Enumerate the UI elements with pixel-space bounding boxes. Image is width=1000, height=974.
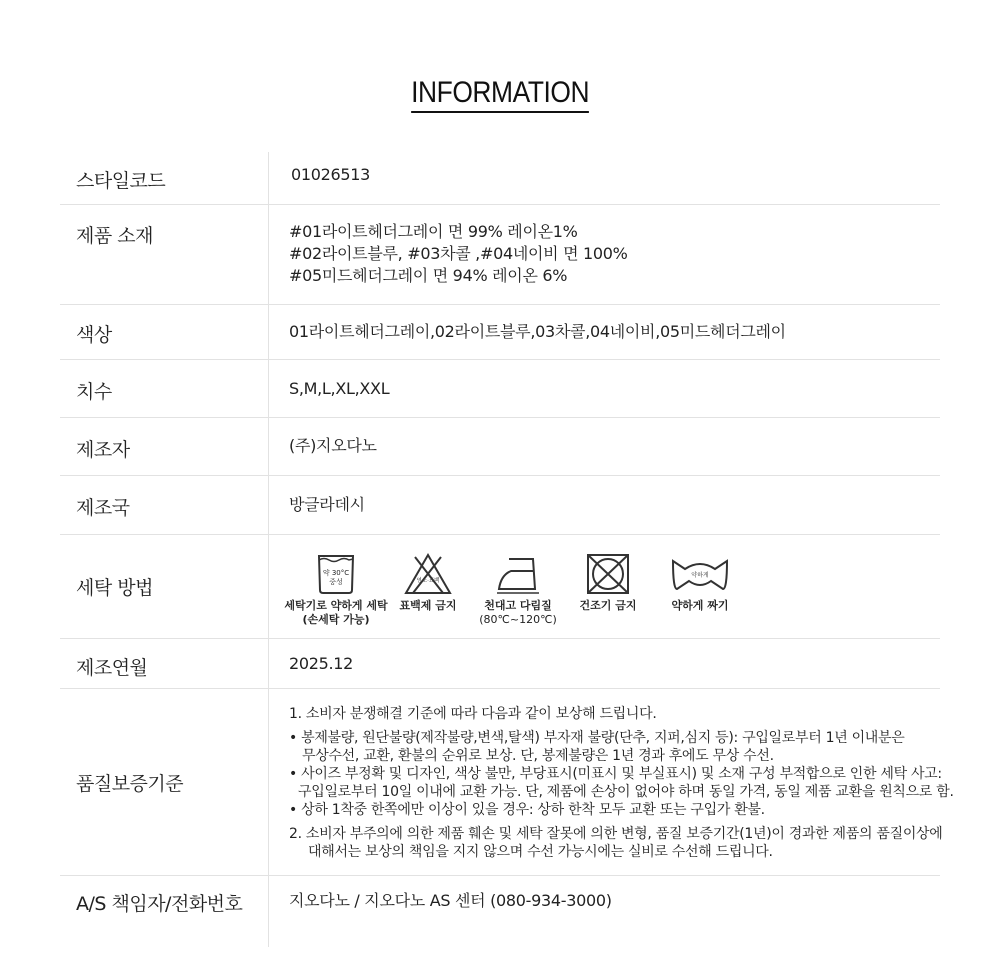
gentle-wash-icon [316,553,356,595]
iron-item [476,553,560,627]
gentle-wring-icon [669,553,731,595]
no-tumble-dry-item [572,553,644,613]
gentle-wash-subcaption: (손세탁 가능) [302,613,370,626]
quality-line-3: 무상수선, 교환, 환불의 순위로 보상. 단, 봉제불량은 1년 경과 후에도 무상 수선. [302,748,774,764]
iron-icon [495,553,541,595]
row-label: 제조자 [76,439,130,461]
material-line-1: #01라이트헤더그레이 면 99% 레이온1% [289,222,578,241]
row-label: 스타일코드 [76,170,166,192]
row-quality [60,689,954,876]
row-as [60,876,940,947]
iron-subcaption: (80℃~120℃) [479,613,557,626]
row-label: 치수 [76,381,112,403]
gentle-wash-caption: 세탁기로 약하게 세탁 [284,599,388,612]
no-tumble-dry-caption: 건조기 금지 [579,599,637,612]
iron-caption: 천대고 다림질 [484,599,552,612]
no-bleach-caption: 표백제 금지 [399,599,457,612]
row-material [60,205,940,305]
row-date [60,639,940,689]
no-bleach-icon [403,553,453,595]
gentle-wring-caption: 약하게 짜기 [671,599,729,612]
gentle-wash-item [284,553,388,627]
material-line-3: #05미드헤더그레이 면 94% 레이온 6% [289,266,568,285]
row-washing [60,535,940,639]
tub-detergent: 중성 [329,578,343,586]
quality-line-4: • 사이즈 부정확 및 디자인, 색상 불만, 부당표시(미표시 및 부실표시) 및 소재 구성 부적합으로 인한 세탁 사고: [289,766,942,782]
wring-text: 약하게 [691,572,709,579]
row-value: S,M,L,XL,XXL [289,379,390,398]
row-value: 지오다노 / 지오다노 AS 센터 (080-934-3000) [289,891,612,910]
quality-line-7: 2. 소비자 부주의에 의한 제품 훼손 및 세탁 잘못에 의한 변형, 품질 보증기간(1년)이 경과한 제품의 품질이상에 [289,826,943,842]
row-value: 2025.12 [289,654,354,673]
row-label: 색상 [76,324,112,346]
row-country [60,476,940,535]
gentle-wring-item [660,553,740,613]
quality-line-5: 구입일로부터 10일 이내에 교환 가능. 단, 제품에 손상이 없어야 하며 동일 가격, 동일 제품 교환을 원칙으로 함. [298,784,954,800]
row-label: 제품 소재 [76,225,153,247]
page-title: INFORMATION [411,76,589,113]
row-label: 제조연월 [76,657,148,679]
material-line-2: #02라이트블루, #03차콜 ,#04네이비 면 100% [289,244,628,263]
row-label: A/S 책임자/전화번호 [76,893,243,915]
quality-line-6: • 상하 1착중 한쪽에만 이상이 있을 경우: 상하 한착 모두 교환 또는 구입가 환불. [289,802,765,818]
no-bleach-item [392,553,464,613]
quality-line-1: 1. 소비자 분쟁해결 기준에 따라 다음과 같이 보상해 드립니다. [289,706,657,722]
row-value: 01026513 [291,165,371,184]
quality-line-8: 대해서는 보상의 책임을 지지 않으며 수선 가능시에는 실비로 수선해 드립니다. [308,844,773,860]
row-style-code [60,152,940,205]
row-value: 방글라데시 [289,495,365,514]
quality-line-2: • 봉제불량, 원단불량(제작불량,변색,탈색) 부자재 불량(단추, 지퍼,심지 등): 구입일로부터 1년 이내분은 [289,730,905,746]
row-value: (주)지오다노 [289,436,377,455]
row-color [60,305,940,360]
row-label: 세탁 방법 [76,577,153,599]
row-label: 품질보증기준 [76,773,184,795]
row-maker [60,418,940,476]
triangle-text: 염소·표백 [416,578,440,584]
row-label: 제조국 [76,497,130,519]
row-size [60,360,940,418]
no-tumble-dry-icon [586,553,630,595]
row-value: 01라이트헤더그레이,02라이트블루,03차콜,04네이비,05미드헤더그레이 [289,322,786,341]
page-title-wrap [0,76,1000,113]
tub-temp: 약 30°C [322,569,350,577]
